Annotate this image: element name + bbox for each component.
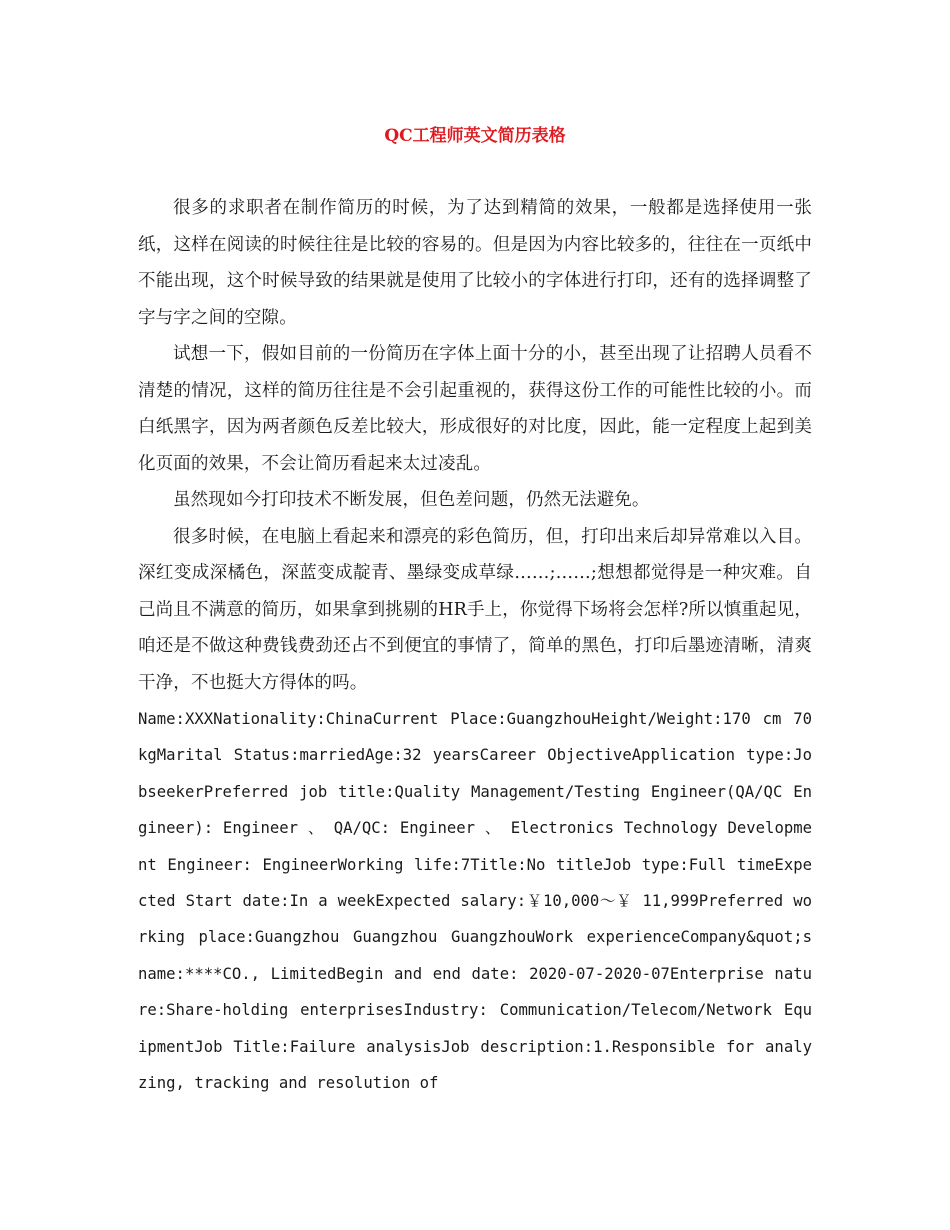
resume-text: Name:XXXNationality:ChinaCurrent Place:GuangzhouHeight/Weight:170 cm 70 kgMarital Status:marriedAge:32 yearsCareer ObjectiveApplication type:JobseekerPreferred job title:Quality Management/Testing Engineer(QA/QC Engineer): Engineer 、 QA/QC: Engineer 、 Electronics Technology Development Engineer: EngineerWorking life:7Title:No titleJob type:Full timeExpected Start date:In a weekExpected salary:￥10,000～￥ 11,999Preferred working place:Guangzhou Guangzhou GuangzhouWork experienceCompany&quot;s name:****CO., LimitedBegin and end date: 2020-07-2020-07Enterprise nature:Share-holding enterprisesIndustry: Communication/Telecom/Network EquipmentJob Title:Failure analysisJob description:1.Responsible for analyzing, tracking and resolution of bbox=[138, 710, 812, 1093]
paragraph: 虽然现如今打印技术不断发展，但色差问题，仍然无法避免。 bbox=[173, 490, 650, 510]
paragraph: 试想一下，假如目前的一份简历在字体上面十分的小，甚至出现了让招聘人员看不清楚的情况，这样的简历往往是不会引起重视的，获得这份工作的可能性比较的小。而白纸黑字，因为两者颜色反差比较大，形成很好的对比度，因此，能一定程度上起到美化页面的效果，不会让简历看起来太过凌乱。 bbox=[138, 344, 812, 474]
document-title: QC工程师英文简历表格 bbox=[384, 126, 566, 146]
paragraph: 很多时候，在电脑上看起来和漂亮的彩色简历，但，打印出来后却异常难以入目。深红变成深橘色，深蓝变成靛青、墨绿变成草绿……;……;想想都觉得是一种灾难。自己尚且不满意的简历，如果拿到挑剔的HR手上，你觉得下场将会怎样?所以慎重起见，咱还是不做这种费钱费劲还占不到便宜的事情了，简单的黑色，打印后墨迹清晰，清爽干净，不也挺大方得体的吗。 bbox=[138, 526, 812, 693]
paragraph: 很多的求职者在制作简历的时候，为了达到精简的效果，一般都是选择使用一张纸，这样在阅读的时候往往是比较的容易的。但是因为内容比较多的，往往在一页纸中不能出现，这个时候导致的结果就是使用了比较小的字体进行打印，还有的选择调整了字与字之间的空隙。 bbox=[138, 198, 812, 328]
document-body bbox=[138, 190, 812, 1101]
